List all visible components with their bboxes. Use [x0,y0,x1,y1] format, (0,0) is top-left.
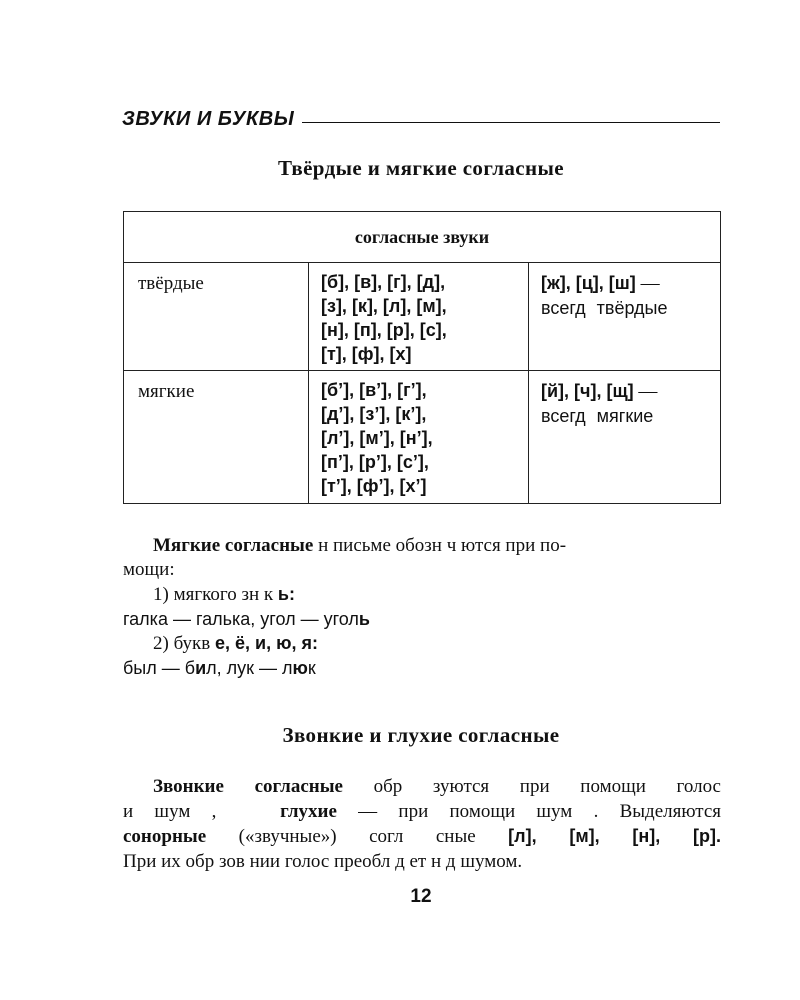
note-dash: — [633,381,658,403]
consonants-table [123,211,721,504]
example-line-1 [123,607,721,631]
running-header [122,100,720,130]
row-label-soft: мягкие [124,371,309,504]
term-soft-consonants: Мягкие согласные [153,535,314,556]
paragraph-line: мощи: [123,559,175,580]
paragraph-text: н письме обозн ч ются при по- [313,535,567,556]
example-line-2 [123,656,721,680]
sound-line: [т], [ф], [х] [321,344,412,364]
example-text: л, лук — л [206,658,293,678]
sound-line: [п’], [р’], [с’], [321,452,429,473]
example-text: был — б [123,658,196,678]
row-label-hard: твёрдые [124,263,309,371]
paragraph-line: При их обр зов нии голос преобл д ет н д шумом. [123,850,523,872]
term-voiceless: глухие [280,800,337,822]
soft-sign: ь: [277,584,295,604]
paragraph-text: и шум , [123,800,217,822]
sound-line: [д’], [з’], [к’], [321,404,427,425]
sound-line: [т’], [ф’], [х’] [321,476,427,497]
always-soft-text: всегд мягкие [541,406,654,427]
voiced-consonants-paragraph [123,775,721,874]
always-hard-sounds: [ж], [ц], [ш] [541,273,636,293]
sound-line: [л’], [м’], [н’], [321,428,433,449]
page-number: 12 [410,886,432,907]
example-text: галка — галька, угол — угол [123,609,359,629]
paragraph-text: обр зуются при помощи голос [342,776,721,797]
table-header: согласные звуки [124,212,721,263]
list-item-1 [123,582,721,607]
paragraph-line [123,775,721,800]
sound-line: [б’], [в’], [г’], [321,380,427,401]
paragraph-line [123,534,721,558]
header-title: ЗВУКИ И БУКВЫ [122,108,295,130]
paragraph-line [123,800,721,825]
sound-line: [н], [п], [р], [с], [321,320,447,340]
section-title-voiced-voiceless: Звонкие и глухие согласные [282,723,560,747]
header-rule [302,122,720,123]
sound-line: [з], [к], [л], [м], [321,296,447,316]
sound-line: [б], [в], [г], [д], [321,272,446,292]
term-voiced-consonants: Звонкие согласные [153,776,343,797]
always-soft-sounds: [й], [ч], [щ] [541,381,634,402]
paragraph-text: — при помощи шум . Выделяются [336,800,722,822]
always-soft-cell [529,371,721,504]
term-sonorant: сонорные [123,826,207,847]
paragraph-text: («звучные») согл сные [206,826,509,847]
example-text: к [307,658,316,678]
vowel-letters: е, ё, и, ю, я: [214,633,318,653]
hard-sounds-cell [309,263,529,371]
section-title-hard-soft: Твёрдые и мягкие согласные [277,156,565,180]
soft-sounds-cell [309,371,529,504]
paragraph-line [123,824,721,850]
list-item-text: 1) мягкого зн к [153,584,278,605]
example-highlight: и [195,658,207,678]
table-row-soft [124,371,721,504]
list-item-text: 2) букв [153,633,215,654]
example-highlight: ь [358,609,370,629]
note-dash: — [635,273,660,294]
sonorant-sounds: [л], [м], [н], [р]. [508,826,722,846]
example-highlight: ю [292,658,308,678]
table-row-hard [124,263,721,371]
list-item-2 [123,631,721,656]
always-hard-cell [529,263,721,371]
soft-consonants-paragraph [123,534,721,680]
always-hard-text: всегд твёрдые [541,298,668,318]
